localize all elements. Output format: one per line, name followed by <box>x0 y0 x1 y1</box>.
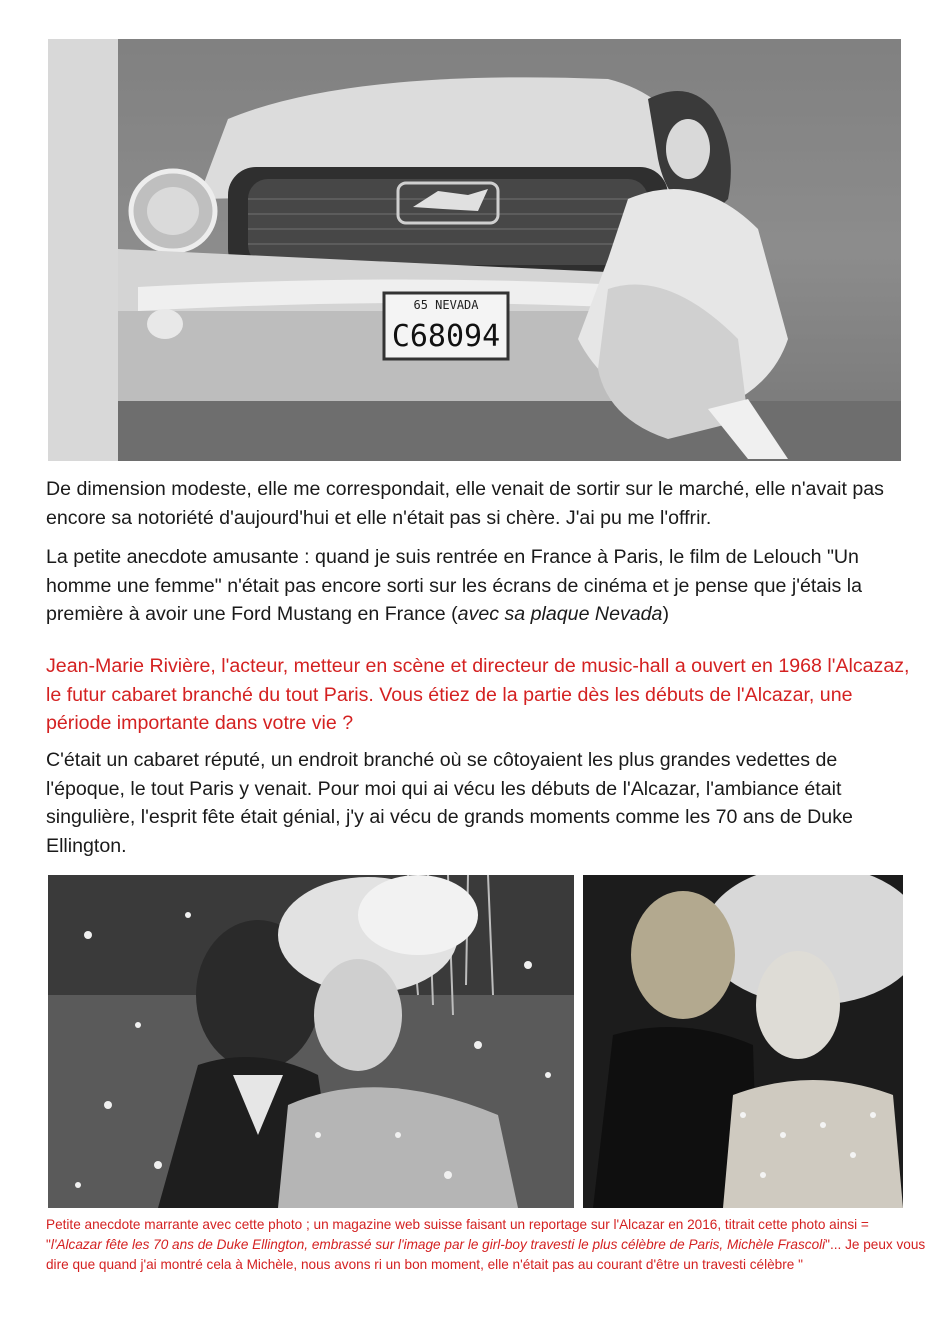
photo-caption-end: "... Je peux vous dire que quand j'ai montré cela à Michèle, nous avons ri un bon moment, elle n'était pas au courant d'être un travesti célèbre " <box>46 1237 926 1272</box>
interview-question-text: Jean-Marie Rivière, l'acteur, metteur en scène et directeur de music-hall a ouvert en 1968 l'Alcazaz, le futur cabaret branché du tout Paris. Vous étiez de la partie dès les débuts de l'Alcazar, une période importante dans votre vie ? <box>46 655 910 734</box>
paragraph-intro-text: De dimension modeste, elle me correspondait, elle venait de sortir sur le marché, elle n'avait pas encore sa notoriété d'aujourd'hui et elle n'était pas si chère. J'ai pu me l'offrir. <box>46 478 884 529</box>
paragraph-anecdote-italic: avec sa plaque Nevada <box>457 603 663 625</box>
plate-state: 65 NEVADA <box>413 298 479 312</box>
ellington-photo-left-graphic <box>48 875 574 1208</box>
ellington-photo-left <box>48 875 574 1208</box>
plate-number: C68094 <box>391 319 501 354</box>
photo-caption-italic: l'Alcazar fête les 70 ans de Duke Ellington, embrassé sur l'image par le girl-boy travesti le plus célèbre de Paris, Michèle Frascoli <box>50 1237 826 1252</box>
mustang-photo-graphic <box>48 39 901 461</box>
photo-caption-text: Petite anecdote marrante avec cette photo ; un magazine web suisse faisant un reportage sur l'Alcazar en 2016, titrait cette photo ainsi = " <box>46 1217 869 1252</box>
paragraph-anecdote <box>46 543 912 629</box>
interview-answer <box>46 746 912 860</box>
ellington-photo-right-graphic <box>583 875 903 1208</box>
photo-caption <box>46 1215 926 1275</box>
interview-answer-text: C'était un cabaret réputé, un endroit branché où se côtoyaient les plus grandes vedettes de l'époque, le tout Paris y venait. Pour moi qui ai vécu les débuts de l'Alcazar, l'ambiance était singulière, l'esprit fête était génial, j'y ai vécu de grands moments comme les 70 ans de Duke Ellington. <box>46 749 853 857</box>
ellington-photo-right <box>583 875 903 1208</box>
paragraph-anecdote-end: ) <box>662 603 669 625</box>
interview-question <box>46 652 912 738</box>
paragraph-anecdote-text: La petite anecdote amusante : quand je suis rentrée en France à Paris, le film de Lelouch "Un homme une femme" n'était pas encore sorti sur les écrans de cinéma et je pense que j'étais la première à avoir une Ford Mustang en France ( <box>46 546 863 625</box>
paragraph-intro <box>46 475 912 532</box>
mustang-photo <box>48 39 901 461</box>
